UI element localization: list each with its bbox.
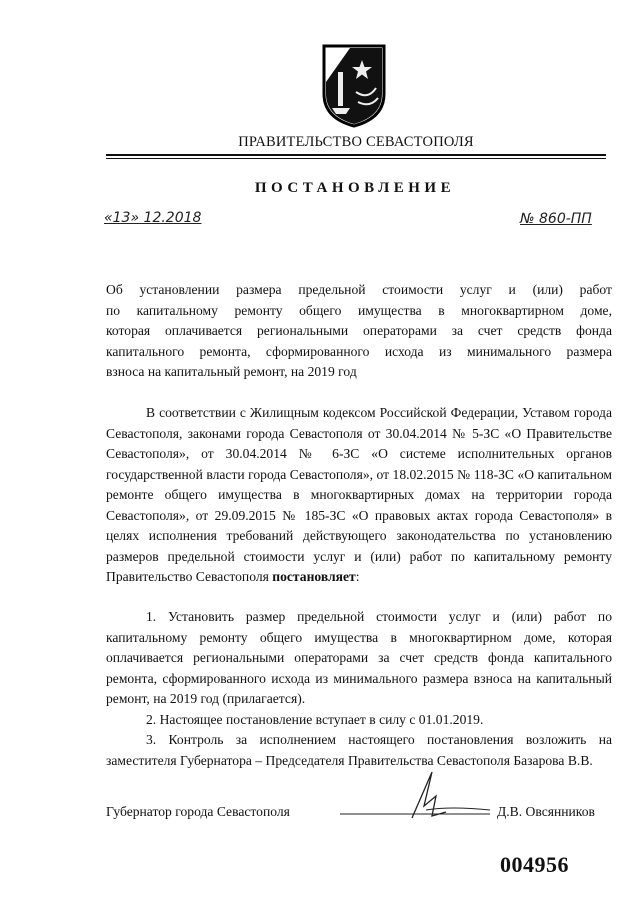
decree-item-3: 3. Контроль за исполнением настоящего постановления возложить на заместителя Губернатора – Председателя Правительства Севастополя Базарова В.В. (106, 732, 612, 768)
government-title: ПРАВИТЕЛЬСТВО СЕВАСТОПОЛЯ (238, 134, 474, 150)
decree-keyword: постановляет (272, 569, 356, 584)
title-line: которая оплачивается региональными операторами за счет средств фонда (106, 323, 612, 338)
header-rule-thick (106, 154, 606, 156)
serial-number: 004956 (500, 852, 569, 877)
title-line: капитального ремонта, сформированного исхода из минимального размера (106, 343, 612, 359)
preamble-colon: : (355, 569, 360, 584)
decree-item-2: 2. Настоящее постановление вступает в силу с 01.01.2019. (146, 711, 484, 727)
decree-title (106, 280, 612, 383)
decree-item-1: 1. Установить размер предельной стоимости услуг и (или) работ по капитальному ремонту общего имущества в многоквартирном доме, которая оплачивается региональными операторами за счет средств фонда капитального ремонта, сформированного исхода из минимального размера взноса на капитальный ремонт, на 2019 год (прилагается). (106, 609, 612, 706)
document-type-heading: ПОСТАНОВЛЕНИЕ (254, 180, 456, 196)
document-number: № 860-ПП (520, 211, 592, 227)
coat-of-arms-emblem (320, 42, 388, 128)
header-rule-thin (106, 158, 606, 159)
signatory-position: Губернатор города Севастополя (106, 804, 290, 819)
title-line: взноса на капитальный ремонт, на 2019 год (106, 364, 357, 379)
signatory-name: Д.В. Овсянников (497, 804, 595, 819)
title-line: по капитальному ремонту общего имущества в многоквартирном доме, (106, 302, 612, 318)
title-line: Об установлении размера предельной стоимости услуг и (или) работ (106, 282, 612, 297)
document-date: «13» 12.2018 (104, 210, 202, 226)
decree-items (106, 607, 612, 771)
preamble-text: В соответствии с Жилищным кодексом Российской Федерации, Уставом города Севастополя, законами города Севастополя от 30.04.2014 № 5-ЗС «О Правительстве Севастополя», от 30.04.2014 № 6-ЗС «О системе исполнительных органов государственной власти города Севастополя», от 18.02.2015 № 118-ЗС «О капитальном ремонте общего имущества в многоквартирных домах на территории города Севастополя», от 29.09.2015 № 185-ЗС «О правовых актах города Севастополя» в целях исполнения требований действующего законодательства по установлению размеров предельной стоимости услуг и (или) работ по капитальному ремонту Правительство Севастополя (106, 405, 612, 584)
handwritten-signature (340, 766, 510, 826)
preamble-paragraph (106, 403, 612, 588)
